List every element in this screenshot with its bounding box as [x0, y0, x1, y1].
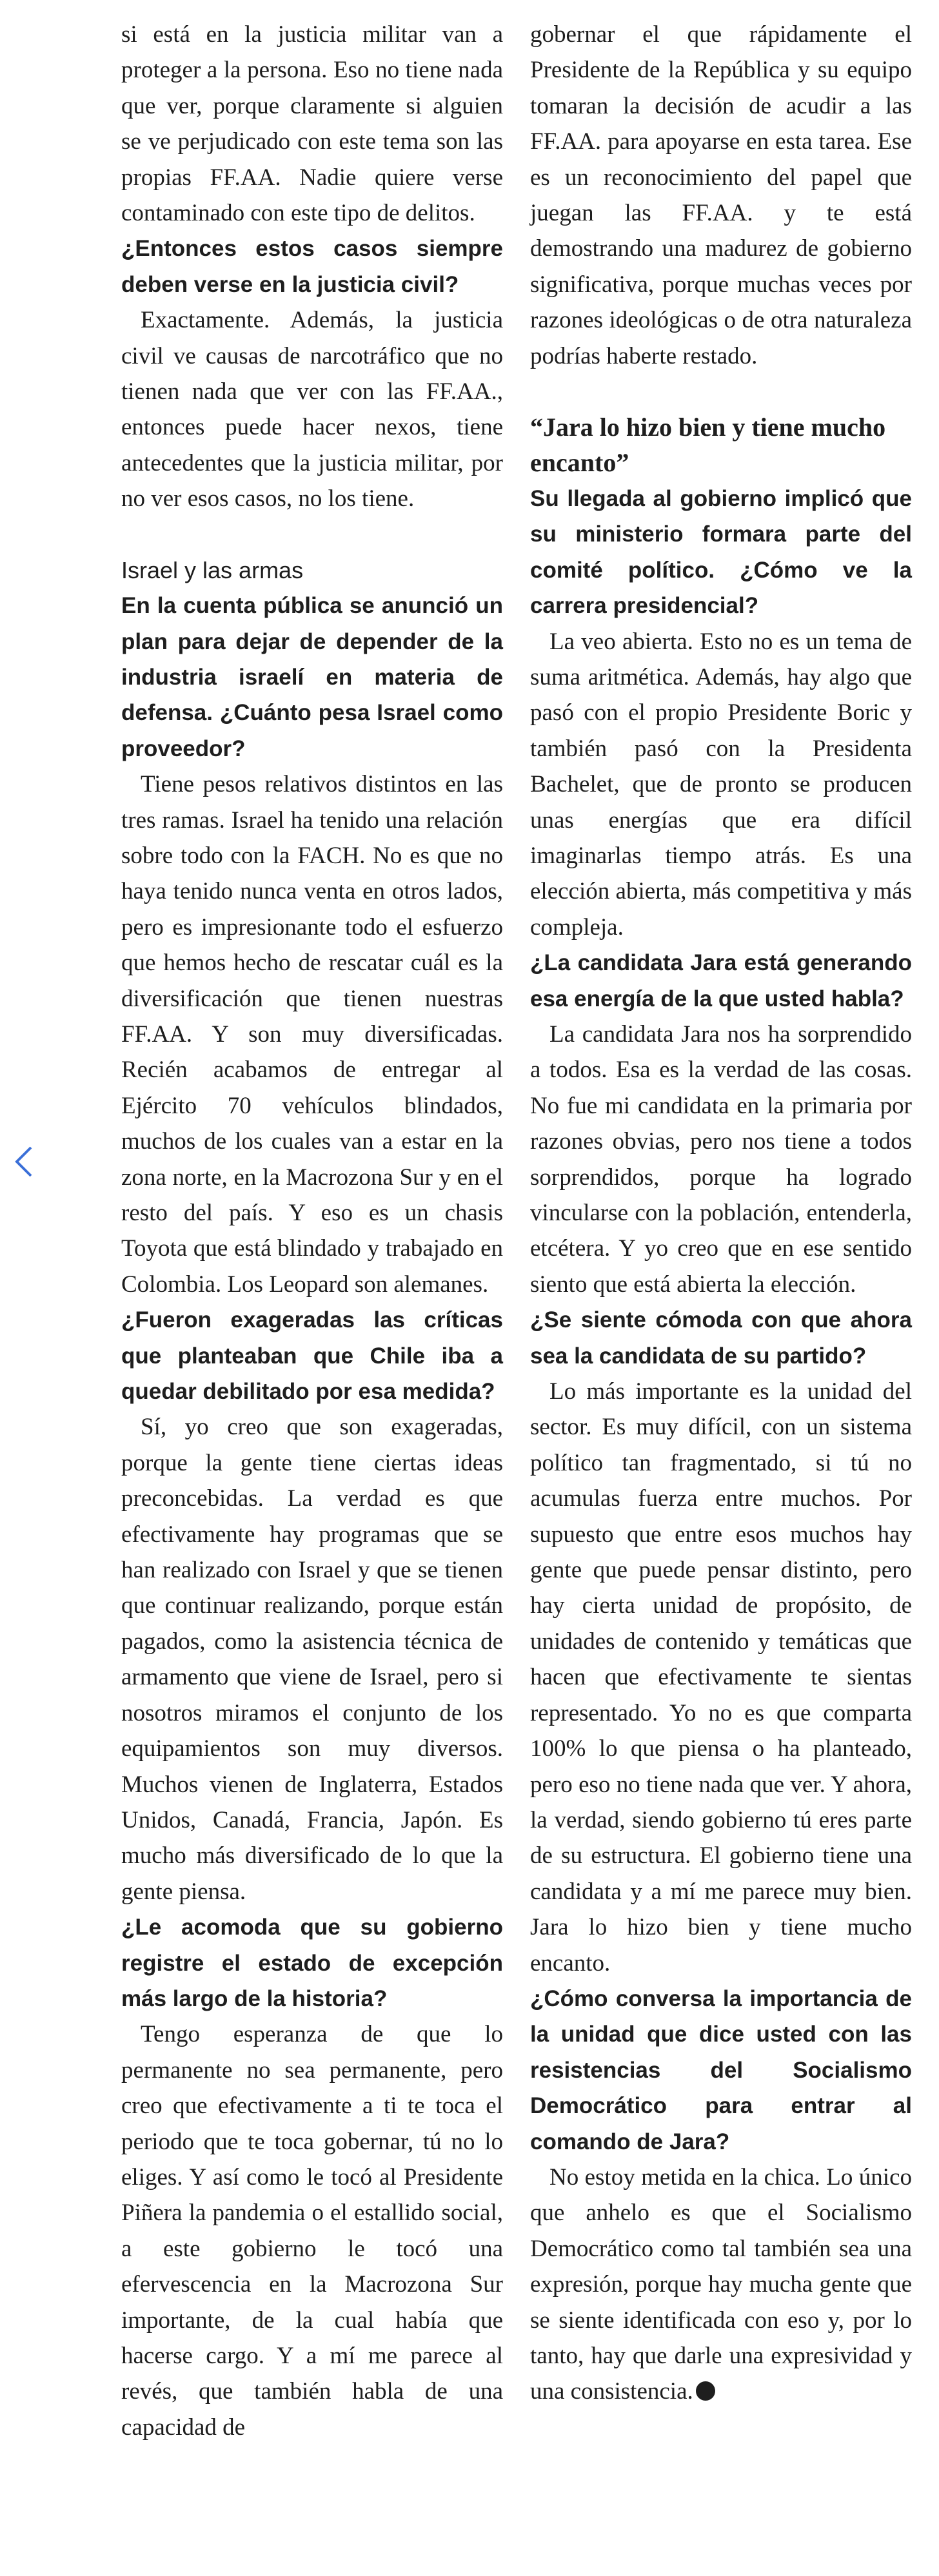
- body-paragraph: La candidata Jara nos ha sorprendido a todos. Esa es la verdad de las cosas. No fue mi candidata en la primaria por razones obvias, pero nos tiene a todos sorprendidos, porque ha logrado vincularse con la población, entenderla, etcétera. Y yo creo que en ese sentido siento que está abierta la elección.: [530, 1020, 912, 1298]
- interview-question: ¿Entonces estos casos siempre deben verse en la justicia civil?: [121, 236, 503, 297]
- pull-quote-heading: “Jara lo hizo bien y tiene mucho encanto”: [530, 413, 886, 478]
- back-button[interactable]: [12, 1142, 37, 1181]
- body-paragraph: Tengo esperanza de que lo permanente no sea permanente, pero creo que efectivamente a ti te toca el periodo que te toca gobernar, tú no lo eliges. Y así como le tocó al Presidente Piñera la pandemia o el estallido social, a este gobierno le tocó una efervescencia en la Macrozona Sur importante, de la cual había que hacerse cargo. Y a mí me parece al revés, que también habla de una capacidad de: [121, 2021, 503, 2441]
- body-paragraph: si está en la justicia militar van a proteger a la persona. Eso no tiene nada que ver, porque claramente si alguien se ve perjudicado con este tema son las propias FF.AA. Nadie quiere verse contaminado con este tipo de delitos.: [121, 21, 503, 227]
- interview-question: ¿La candidata Jara está generando esa energía de la que usted habla?: [530, 950, 912, 1011]
- article-column-right: [530, 17, 912, 2410]
- section-subheading: Israel y las armas: [121, 556, 304, 583]
- body-paragraph: Tiene pesos relativos distintos en las tres ramas. Israel ha tenido una relación sobre todo con la FACH. No es que no haya tenido nunca venta en otros lados, pero es impresionante todo el esfuerzo que hemos hecho de rescatar cuál es la diversificación que tienen nuestras FF.AA. Y son muy diversificadas. Recién acabamos de entregar al Ejército 70 vehículos blindados, muchos de los cuales van a estar en la zona norte, en la Macrozona Sur y en el resto del país. Y eso es un chasis Toyota que está blindado y trabajado en Colombia. Los Leopard son alemanes.: [121, 771, 503, 1298]
- interview-question: En la cuenta pública se anunció un plan para dejar de depender de la industria israelí en materia de defensa. ¿Cuánto pesa Israel como proveedor?: [121, 593, 503, 761]
- interview-question: ¿Cómo conversa la importancia de la unidad que dice usted con las resistencias del Socialismo Democrático para entrar al comando de Jara?: [530, 1986, 912, 2154]
- body-paragraph: Exactamente. Además, la justicia civil ve causas de narcotráfico que no tienen nada que ver con las FF.AA., entonces puede hacer nexos, tiene antecedentes que la justicia militar, por no ver esos casos, no los tiene.: [121, 307, 503, 512]
- interview-question: ¿Fueron exageradas las críticas que planteaban que Chile iba a quedar debilitado por esa medida?: [121, 1307, 503, 1405]
- end-of-article-dot: [696, 2381, 715, 2401]
- interview-question: Su llegada al gobierno implicó que su ministerio formara parte del comité político. ¿Cómo ve la carrera presidencial?: [530, 485, 912, 619]
- interview-question: ¿Se siente cómoda con que ahora sea la candidata de su partido?: [530, 1307, 912, 1369]
- article-column-left: [121, 17, 503, 2445]
- body-paragraph: Sí, yo creo que son exageradas, porque la gente tiene ciertas ideas preconcebidas. La verdad es que efectivamente hay programas que se han realizado con Israel y que se tienen que continuar realizando, porque están pagados, como la asistencia técnica de armamento que viene de Israel, pero si nosotros miramos el conjunto de los equipamientos son muy diversos. Muchos vienen de Inglaterra, Estados Unidos, Canadá, Francia, Japón. Es mucho más diversificado de lo que la gente piensa.: [121, 1414, 503, 1905]
- body-paragraph: gobernar el que rápidamente el Presidente de la República y su equipo tomaran la decisión de acudir a las FF.AA. para apoyarse en esta tarea. Ese es un reconocimiento del papel que juegan las FF.AA. y te está demostrando una madurez de gobierno significativa, porque muchas veces por razones ideológicas o de otra naturaleza podrías haberte restado.: [530, 21, 912, 369]
- body-paragraph: Lo más importante es la unidad del sector. Es muy difícil, con un sistema político tan fragmentado, si tú no acumulas fuerza entre muchos. Por supuesto que entre esos muchos hay gente que puede pensar distinto, pero hay cierta unidad de propósito, de unidades de contenido y temáticas que hacen que efectivamente te sientas representado. Yo no es que comparta 100% lo que piensa o ha planteado, pero eso no tiene nada que ver. Y ahora, la verdad, siendo gobierno tú eres parte de su estructura. El gobierno tiene una candidata y a mí me parece muy bien. Jara lo hizo bien y tiene mucho encanto.: [530, 1378, 912, 1976]
- interview-question: ¿Le acomoda que su gobierno registre el estado de excepción más largo de la historia?: [121, 1915, 503, 2011]
- chevron-left-icon: [12, 1142, 37, 1181]
- body-paragraph: La veo abierta. Esto no es un tema de suma aritmética. Además, hay algo que pasó con el propio Presidente Boric y también pasó con la Presidenta Bachelet, que de pronto se producen unas energías que era difícil imaginarlas tiempo atrás. Es una elección abierta, más competitiva y más compleja.: [530, 628, 912, 941]
- body-paragraph: No estoy metida en la chica. Lo único que anhelo es que el Socialismo Democrático como tal también sea una expresión, porque hay mucha gente que se siente identificada con eso y, por lo tanto, hay que darle una expresividad y una consistencia.: [530, 2163, 912, 2405]
